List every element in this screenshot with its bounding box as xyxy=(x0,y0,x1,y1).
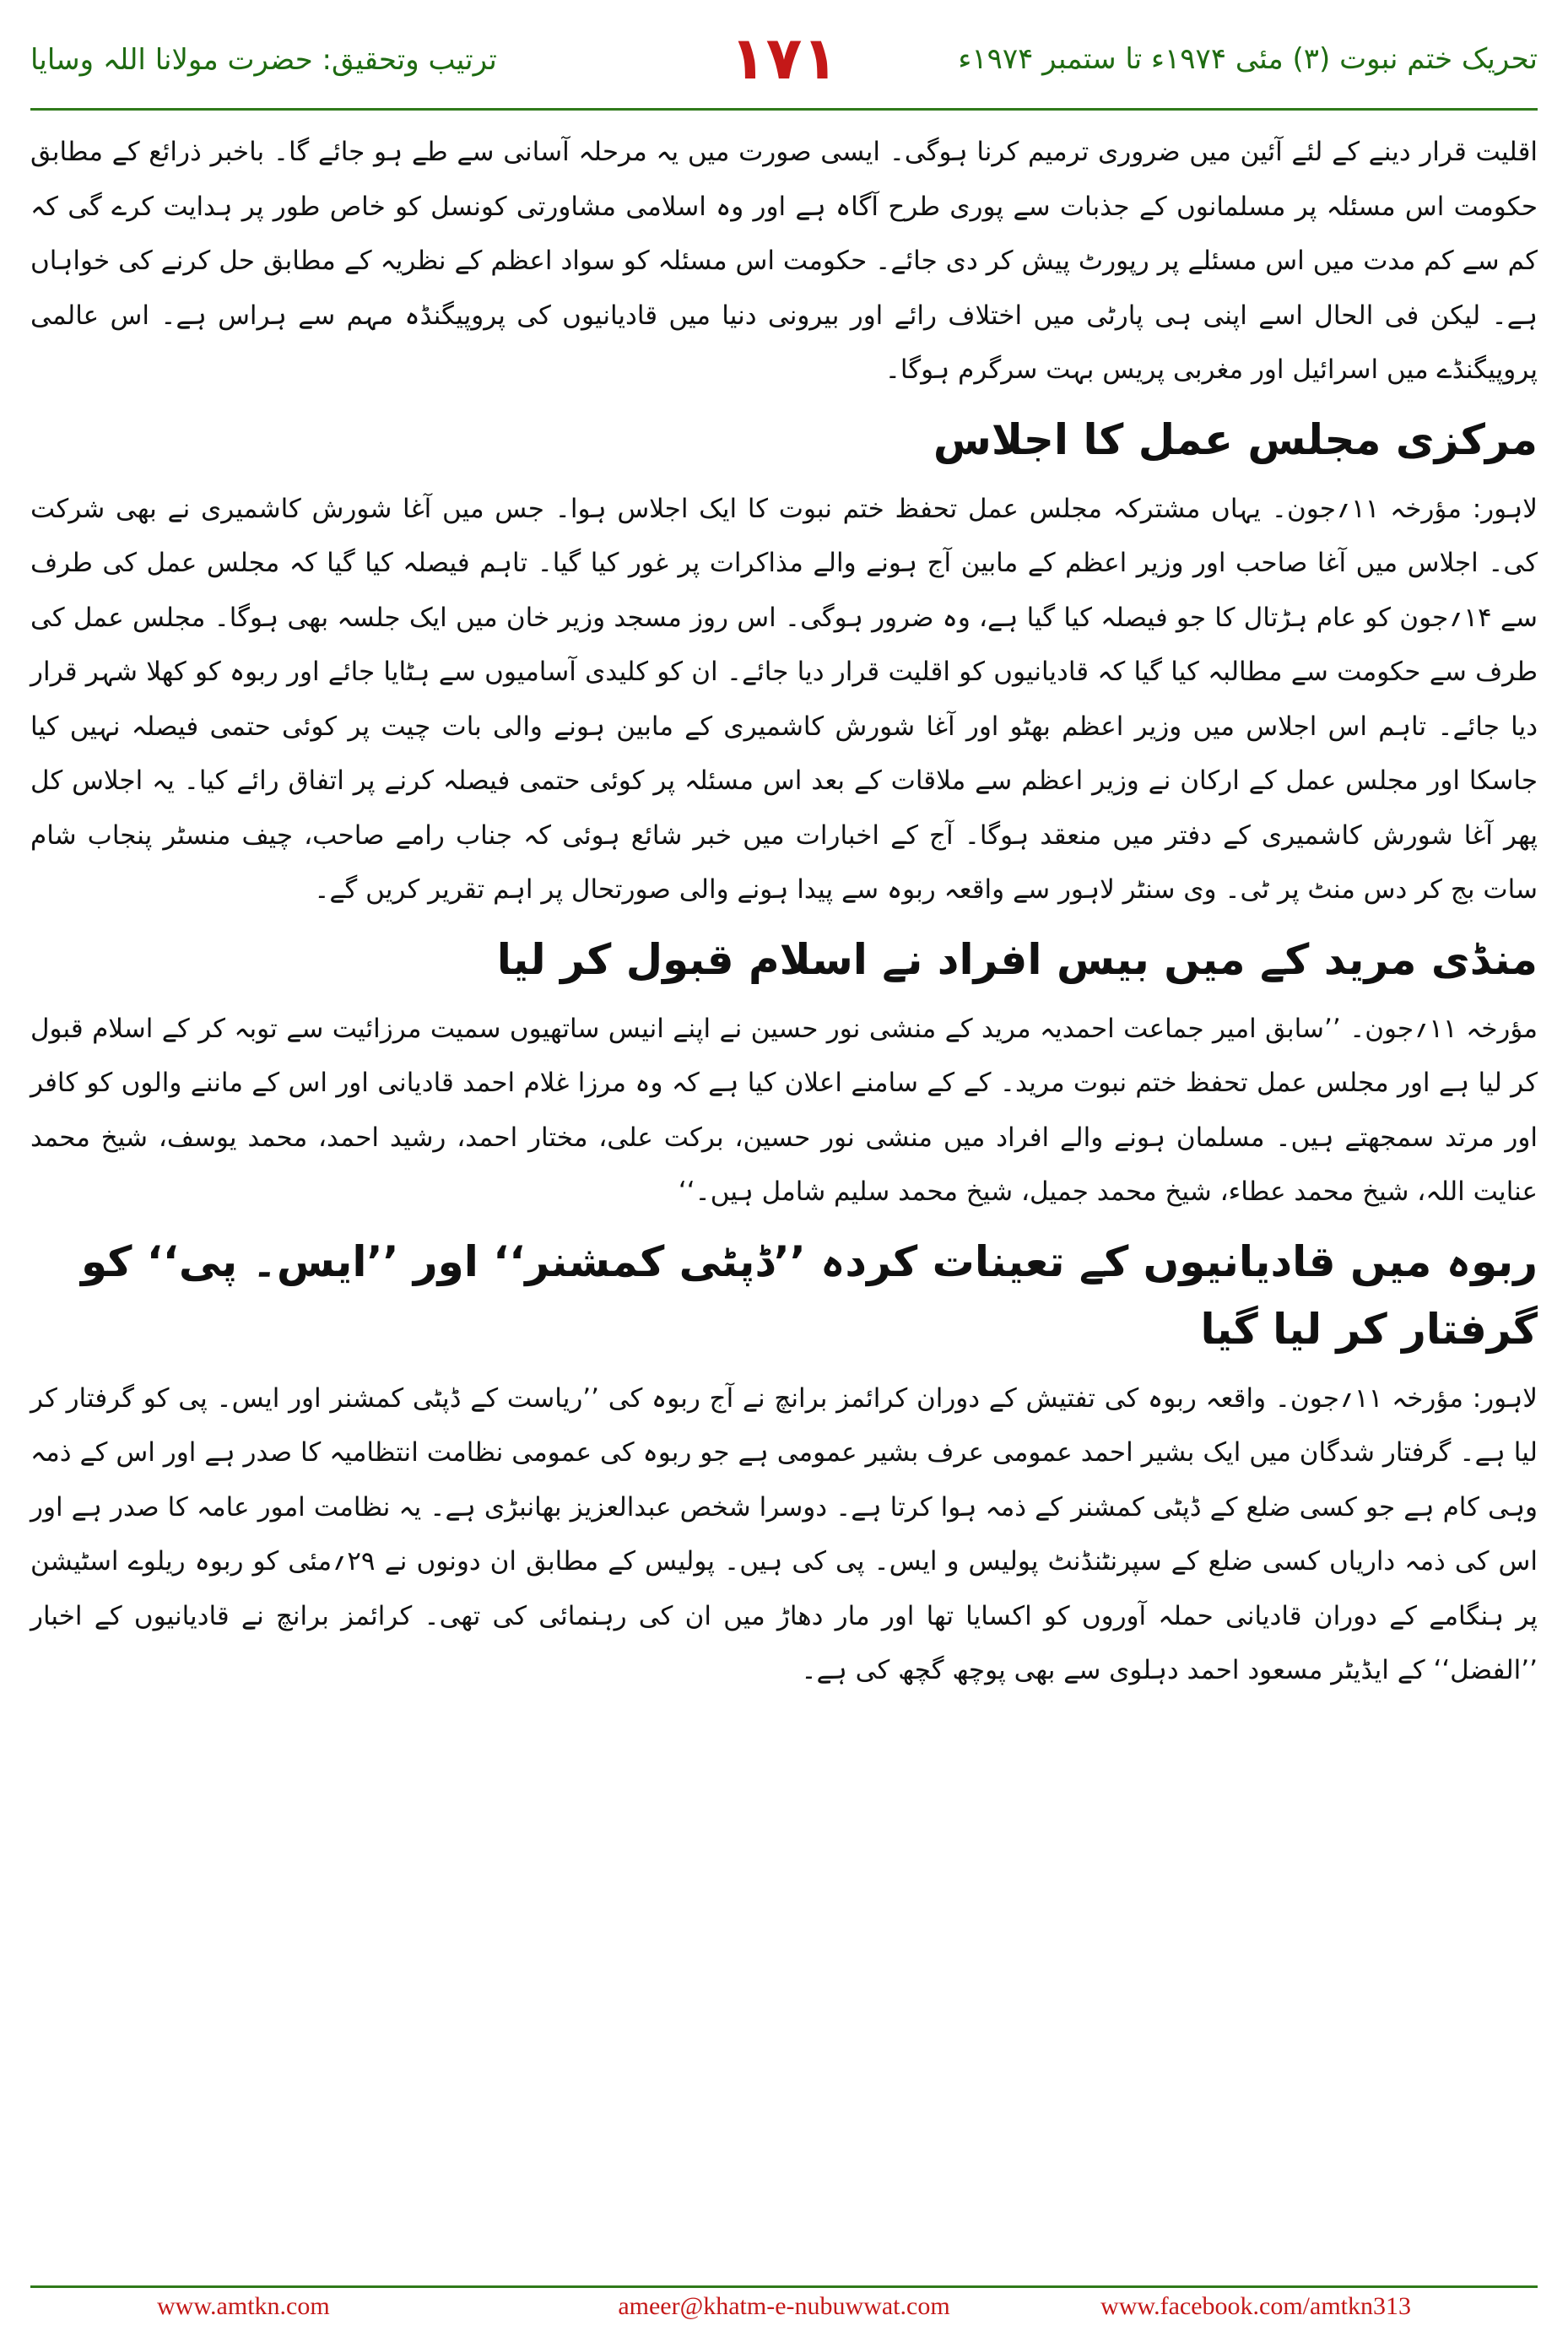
page-footer xyxy=(30,2292,1538,2329)
book-title: تحریک ختم نبوت (۳) مئی ۱۹۷۴ء تا ستمبر ۱۹۷۴ء xyxy=(958,42,1538,76)
section-heading-markazi-majlis: مرکزی مجلس عمل کا اجلاس xyxy=(933,414,1538,464)
page-number: ۱۷۱ xyxy=(729,24,839,93)
paragraph-intro: اقلیت قرار دینے کے لئے آئین میں ضروری ترمیم کرنا ہوگی۔ ایسی صورت میں یہ مرحلہ آسانی سے طے ہو جائے گا۔ باخبر ذرائع کے مطابق حکومت اس مسئلہ پر مسلمانوں کے جذبات سے پوری طرح آگاہ ہے اور وہ اسلامی مشاورتی کونسل کو خاص طور پر ہدایت کرے گی کہ کم سے کم مدت میں اس مسئلے پر رپورٹ پیش کر دی جائے۔ حکومت اس مسئلہ کو سواد اعظم کے نظریہ کے مطابق حل کرنے کی خواہاں ہے۔ لیکن فی الحال اسے اپنی ہی پارٹی میں اختلاف رائے اور بیرونی دنیا میں قادیانیوں کی پروپیگنڈہ مہم سے ہراس ہے۔ اس عالمی پروپیگنڈے میں اسرائیل اور مغربی پریس بہت سرگرم ہوگا۔ xyxy=(30,137,1538,385)
email-link[interactable]: ameer@khatm-e-nubuwwat.com xyxy=(618,2292,950,2320)
footer-divider xyxy=(30,2285,1538,2288)
header-divider xyxy=(30,108,1538,111)
facebook-link[interactable]: www.facebook.com/amtkn313 xyxy=(1100,2292,1411,2320)
page-header xyxy=(30,24,1538,108)
section-heading-mandi-mureed: منڈی مرید کے میں بیس افراد نے اسلام قبول کر لیا xyxy=(496,934,1538,984)
section-heading-rabwah-arrest: ربوہ میں قادیانیوں کے تعینات کردہ ’’ڈپٹی کمشنر‘‘ اور ’’ایس۔ پی‘‘ کو گرفتار کر لیا گیا xyxy=(81,1236,1538,1354)
paragraph-majlis-ijlas: لاہور: مؤرخہ ۱۱؍جون۔ یہاں مشترکہ مجلس عمل تحفظ ختم نبوت کا ایک اجلاس ہوا۔ جس میں آغا شورش کاشمیری نے بھی شرکت کی۔ اجلاس میں آغا صاحب اور وزیر اعظم کے مابین آج ہونے والے مذاکرات پر غور کیا گیا۔ تاہم فیصلہ کیا گیا کہ مجلس عمل کی طرف سے ۱۴؍جون کو عام ہڑتال کا جو فیصلہ کیا گیا ہے، وہ ضرور ہوگی۔ اس روز مسجد وزیر خان میں ایک جلسہ بھی ہوگا۔ مجلس عمل کی طرف سے حکومت سے مطالبہ کیا گیا کہ قادیانیوں کو اقلیت قرار دیا جائے۔ ان کو کلیدی آسامیوں سے ہٹایا جائے اور ربوہ کو کھلا شہر قرار دیا جائے۔ تاہم اس اجلاس میں وزیر اعظم بھٹو اور آغا شورش کاشمیری کے مابین ہونے والی بات چیت پر کوئی حتمی فیصلہ نہیں کیا جاسکا اور مجلس عمل کے ارکان نے وزیر اعظم سے ملاقات کے بعد اس مسئلہ پر کوئی حتمی فیصلہ کرنے پر اتفاق رائے کیا۔ یہ اجلاس کل پھر آغا شورش کاشمیری کے دفتر میں منعقد ہوگا۔ آج کے اخبارات میں خبر شائع ہوئی کہ جناب رامے صاحب، چیف منسٹر پنجاب شام سات بج کر دس منٹ پر ٹی۔ وی سنٹر لاہور سے واقعہ ربوہ سے پیدا ہونے والی صورتحال پر اہم تقریر کریں گے۔ xyxy=(30,493,1538,905)
article-body xyxy=(30,125,1538,1698)
paragraph-rabwah-arrest: لاہور: مؤرخہ ۱۱؍جون۔ واقعہ ربوہ کی تفتیش کے دوران کرائمز برانچ نے آج ربوہ کی ’’ریاست کے ڈپٹی کمشنر اور ایس۔ پی کو گرفتار کر لیا ہے۔ گرفتار شدگان میں ایک بشیر احمد عمومی عرف بشیر عمومی ہے جو ربوہ کی عمومی نظامت انتظامیہ کا صدر ہے اور اس کے ذمہ وہی کام ہے جو کسی ضلع کے ڈپٹی کمشنر کے ذمہ ہوا کرتا ہے۔ دوسرا شخص عبدالعزیز بھانبڑی ہے۔ یہ نظامت امور عامہ کا صدر ہے اور اس کی ذمہ داریاں کسی ضلع کے سپرنٹنڈنٹ پولیس و ایس۔ پی کی ہیں۔ پولیس کے مطابق ان دونوں نے ۲۹؍مئی کو ربوہ ریلوے اسٹیشن پر ہنگامے کے دوران قادیانی حملہ آوروں کو اکسایا تھا اور مار دھاڑ میں ان کی رہنمائی کی تھی۔ کرائمز برانچ نے قادیانیوں کے اخبار ’’الفضل‘‘ کے ایڈیٹر مسعود احمد دہلوی سے بھی پوچھ گچھ کی ہے۔ xyxy=(30,1382,1538,1685)
compiler-credit: ترتیب وتحقیق: حضرت مولانا اللہ وسایا xyxy=(30,43,497,77)
website-link[interactable]: www.amtkn.com xyxy=(157,2292,330,2320)
paragraph-mandi-mureed: مؤرخہ ۱۱؍جون۔ ’’سابق امیر جماعت احمدیہ مرید کے منشی نور حسین نے اپنے انیس ساتھیوں سمیت مرزائیت سے توبہ کر کے اسلام قبول کر لیا ہے اور مجلس عمل تحفظ ختم نبوت مرید۔ کے کے سامنے اعلان کیا ہے کہ وہ مرزا غلام احمد قادیانی اور اس کے ماننے والوں کو کافر اور مرتد سمجھتے ہیں۔ مسلمان ہونے والے افراد میں منشی نور حسین، برکت علی، مختار احمد، رشید احمد، محمد یوسف، شیخ محمد عنایت اللہ، شیخ محمد عطاء، شیخ محمد جمیل، شیخ محمد سلیم شامل ہیں۔‘‘ xyxy=(30,1013,1538,1207)
